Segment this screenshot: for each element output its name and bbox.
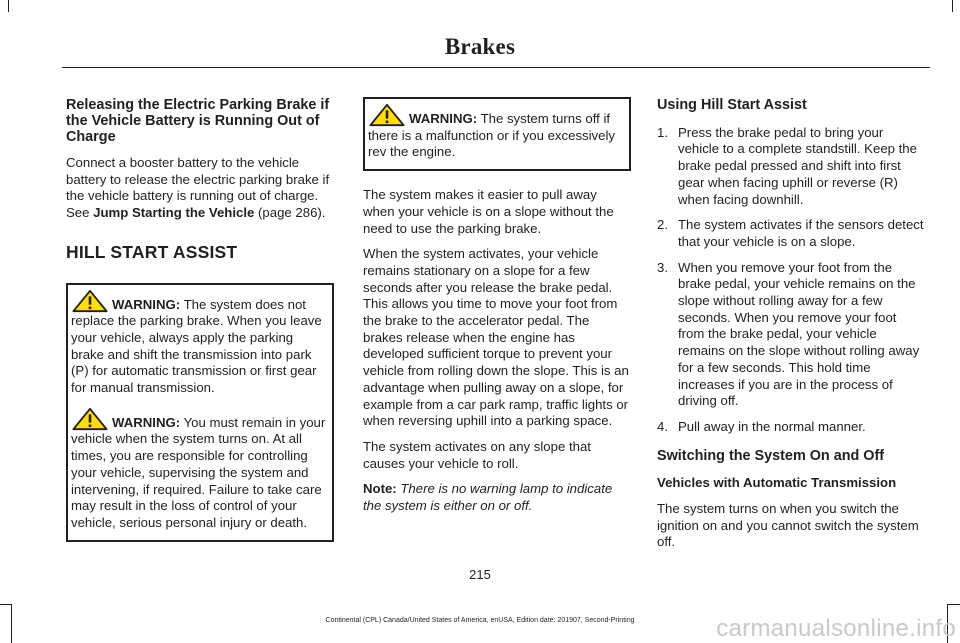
subsection-heading: Using Hill Start Assist bbox=[657, 97, 807, 113]
list-item: 3. When you remove your foot from the brake pedal, your vehicle remains on the slope without rolling away for a few seconds. When you remove your foot from the brake pedal, your vehicle remains on the slope without rolling away for a few seconds. This hold time increases if you are in the process of driving off. bbox=[657, 259, 920, 409]
edition-footer: Continental (CPL) Canada/United States of America, enUSA, Edition date: 201907, Second-Printing bbox=[325, 617, 635, 624]
cross-reference-link[interactable]: Jump Starting the Vehicle bbox=[93, 205, 255, 221]
watermark: carmanualsonline.info bbox=[716, 615, 956, 642]
crop-mark-bottom-right-h bbox=[947, 604, 960, 605]
warning-box bbox=[66, 403, 334, 542]
crop-mark-bottom-left-h bbox=[0, 604, 12, 605]
list-item: 2. The system activates if the sensors detect that your vehicle is on a slope. bbox=[657, 217, 924, 249]
crop-mark-top-right bbox=[952, 0, 953, 12]
column-3 bbox=[657, 97, 925, 560]
column-1 bbox=[66, 97, 334, 542]
sub-subsection-heading: Vehicles with Automatic Transmission bbox=[657, 475, 897, 491]
warning-triangle-icon bbox=[71, 289, 109, 313]
column-2 bbox=[363, 97, 631, 524]
paragraph: The system makes it easier to pull away when your vehicle is on a slope without the need to use the parking brake. bbox=[363, 187, 614, 236]
warning-triangle-icon bbox=[71, 407, 109, 431]
warning-triangle-icon bbox=[368, 103, 406, 127]
warning-text: The system turns off if there is a malfunction or if you excessively rev the engine. bbox=[368, 111, 616, 160]
paragraph: The system turns on when you switch the ignition on and you cannot switch the system off. bbox=[657, 501, 919, 550]
title-rule bbox=[62, 67, 930, 68]
paragraph: Connect a booster battery to the vehicle battery to release the electric parking brake if the vehicle battery is running out of charge. See Jump Starting the Vehicle (page 286). bbox=[66, 155, 330, 221]
warning-label: WARNING: bbox=[112, 296, 181, 312]
warning-box bbox=[66, 283, 334, 403]
list-item: 4. Pull away in the normal manner. bbox=[657, 418, 866, 434]
warning-label: WARNING: bbox=[409, 111, 478, 126]
note-label: Note: bbox=[363, 481, 397, 497]
warning-label: WARNING: bbox=[112, 414, 181, 430]
warning-text: The system does not replace the parking brake. When you leave your vehicle, always apply the parking brake and shift the transmission into park (P) for automatic transmission or first gear for manual transmission. bbox=[71, 296, 322, 396]
note-text: There is no warning lamp to indicate the system is either on or off. bbox=[363, 481, 613, 514]
warning-box bbox=[363, 97, 631, 171]
page-title: Brakes bbox=[444, 34, 516, 59]
crop-mark-top-left bbox=[8, 0, 9, 12]
warning-text: You must remain in your vehicle when the system turns on. At all times, you are responsible for controlling your vehicle, supervising the system and intervening, if required. Failure to take care may result in the loss of control of your vehicle, serious personal injury or death. bbox=[71, 414, 326, 530]
chapter-heading: HILL START ASSIST bbox=[66, 241, 238, 262]
section-heading: Releasing the Electric Parking Brake if the Vehicle Battery is Running Out of Charge bbox=[66, 97, 330, 145]
paragraph: The system activates on any slope that causes your vehicle to roll. bbox=[363, 438, 591, 471]
paragraph: When the system activates, your vehicle remains stationary on a slope for a few seconds after you release the brake pedal. This allows you time to move your foot from the brake to the accelerator pedal. The brakes release when the engine has developed sufficient torque to prevent your vehicle from rolling down the slope. This is an advantage when pulling away on a slope, for example from a car park ramp, traffic lights or when reversing uphill into a parking space. bbox=[363, 246, 629, 429]
steps-list bbox=[657, 125, 925, 436]
note bbox=[363, 481, 631, 514]
list-item: 1. Press the brake pedal to bring your vehicle to a complete standstill. Keep the brake pedal pressed and shift into first gear when facing uphill or reverse (R) when facing downhill. bbox=[657, 124, 917, 207]
subsection-heading: Switching the System On and Off bbox=[657, 447, 885, 464]
page-number: 215 bbox=[469, 567, 491, 582]
